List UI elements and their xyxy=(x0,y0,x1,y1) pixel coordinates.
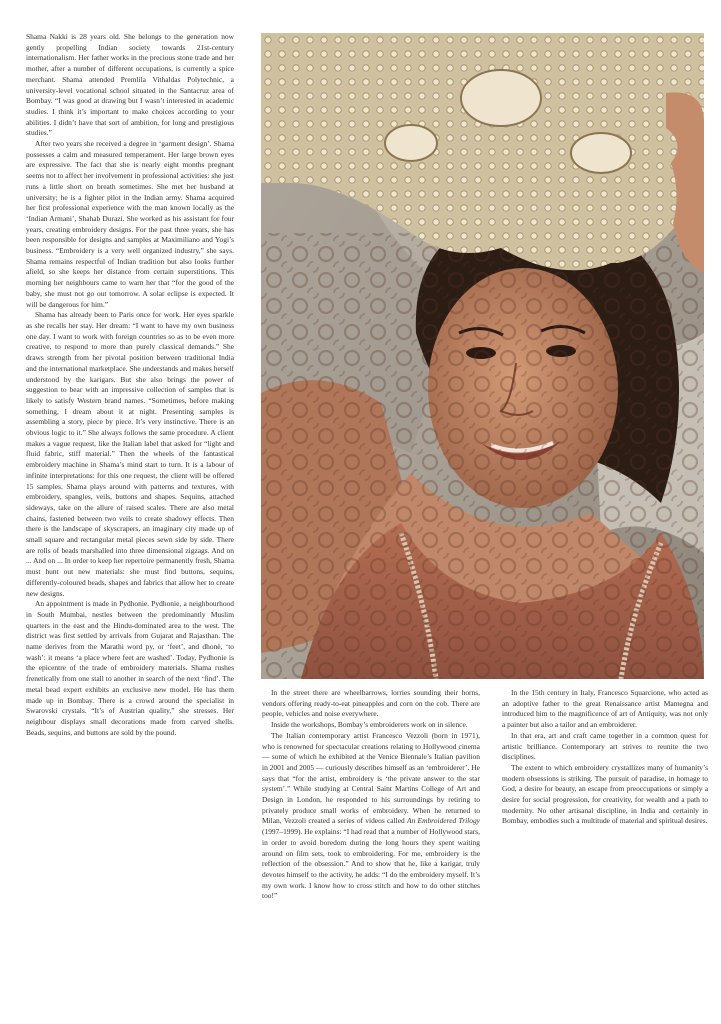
paragraph-text: The Italian contemporary artist Francesco Vezzoli (born in 1971), who is renowned for spectacular creations relating to Hollywood cinema — some of which he exhibited at the Venice Biennale’s Italian pavilion in 2001 and 2005 — curiously describes himself as an ‘embroiderer’. He says that “for the artist, embroidery is ‘the private answer to the star system’.” While studying at Central Saint Martins College of Art and Design in London, he responded to his surroundings by retiring to privately produce small works of embroidery. When he returned to Milan, Vezzoli created a series of videos called xyxy=(262,730,480,826)
article-column-left xyxy=(26,32,234,738)
paragraph: An appointment is made in Pydhonie. Pydhonie, a neighbourhood in South Mumbai, nestles between the predominantly Muslim quarters in the east and the Hindu-dominated area to the west. The district was first settled by arrivals from Gujarat and Rajasthan. The name derives from the Marathi word py, or ‘feet’, and dhonè, ‘to wash’: it means ‘a place where feet are washed’. Today, Pydhonie is the epicentre of the trade of embroidery materials. Shama rushes frenetically from one stall to another in search of the next ‘find’. The metal bead expert exhibits an exclusive new model. He has them made up in Bombay. There is a crowd around the specialist in Swarovski crystals. “It’s of Austrian quality,” she stresses. Her neighbour displays small decorations made from carved shells. Beads, sequins, and buttons are sold by the pound. xyxy=(26,599,234,737)
paragraph: In that era, art and craft came together in a common quest for artistic brilliance. Contemporary art strives to reunite the two disciplines. xyxy=(502,730,708,762)
paragraph: After two years she received a degree in ‘garment design’. Shama possesses a calm and measured temperament. Her large brown eyes are expressive. The fact that she is nearly eight months pregnant seems not to affect her involvement in professional activities: she just runs a little short on breath sometimes. She met her husband at university; he is a fighter pilot in the Indian army. Shama acquired her first professional experience with the man known locally as the ‘Indian Armani’, Shahab Durazi. She worked as his assistant for four years, creating embroidery designs. For the past three years, she has been responsible for designs and samples at Maximiliano and Yogi’s business. “Embroidery is a very well organized industry,” she says. Shama remains respectful of Indian tradition but also looks further afield, so she keeps her distance from certain superstitions. This morning her neighbours came to warn her that “for the good of the baby, she must not go out tomorrow. A solar eclipse is expected. It will be dangerous for him.” xyxy=(26,139,234,309)
paragraph-text: (1997–1999). He explains: “I had read that a number of Hollywood stars, in order to avoid boredom during the long hours they spent waiting around on film sets, took to embroidering. For me, embroidery is the reflection of the obsession.” And to show that he, like a karigar, truly devotes himself to the activity, he adds: “I do the embroidery myself. It’s my own work. I know how to cross stitch and how to do other stitches too!” xyxy=(262,827,480,901)
paragraph: Shama has already been to Paris once for work. Her eyes sparkle as she recalls her stay. Her dream: “I want to have my own business one day. I want to work with foreign countries so as to be even more creative, to respond to more than purely classical demands.” She draws strength from her pivotal position between traditional India and the international marketplace. She understands and makes herself understood by the karigars. But she also brings the power of suggestion to bear with an impressive collection of samples that is likely to satisfy Western brand names. “Sometimes, before making something, I dream about it at night. Presenting samples is assembling a story, piece by piece. It’s very instinctive. There is an obvious logic to it.” She always follows the same procedure. A client makes a vague request, like the Italian label that asked for “light and fluid fabric, stiff material.” Then the wheels of the fantastical embroidery machine in Shama’s mind start to turn. It is a labour of infinite interpretations: for this one request, the client will be offered 15 samples. Shama plays around with patterns and textures, with embroidery, spangles, veils, buttons and shapes. Sequins, attached sideways, take on the allure of raised scales. There are also metal chains, fastened between two veils to create shadowy effects. Then there is the landscape of skyscrapers, an imaginary city made up of small square and rectangular metal pieces sewn side by side. There are rolls of beads marshalled into three dimensional zigzags. And on ... And on ... In order to keep her repertoire permanently fresh, Shama must hunt out new materials: she must find buttons, sequins, differently-coloured beads, shapes and fabrics that allow her to create new designs. xyxy=(26,310,234,598)
artwork-title: An Embroidered Trilogy xyxy=(407,816,480,826)
portrait-photo xyxy=(261,33,704,679)
paragraph: Shama Nakki is 28 years old. She belongs to the generation now gently propelling Indian society towards 21st-century internationalism. Her father works in the precious stone trade and her mother, after a number of different occupations, is currently a spice merchant. Shama attended Premlila Vithaldas Polytechnic, a university-level vocational school situated in the Santacruz area of Bombay. “I was good at drawing but I wasn’t interested in academic studies. I think it’s important to make choices according to your abilities. I didn’t have that sort of ambition, for long and prestigious studies.” xyxy=(26,32,234,138)
paragraph xyxy=(262,731,480,902)
paragraph: In the street there are wheelbarrows, lorries sounding their horns, vendors offering ready-to-eat pineapples and corn on the cob. There are people, vehicles and noise everywhere. xyxy=(262,688,480,719)
paragraph: In the 15th century in Italy, Francesco Squarcione, who acted as an adoptive father to the great Renaissance artist Mantegna and introduced him to the magnificence of art of Antiquity, was not only a painter but also a tailor and an embroiderer. xyxy=(502,688,708,730)
article-column-right xyxy=(502,688,708,827)
paragraph: Inside the workshops, Bombay’s embroiderers work on in silence. xyxy=(271,720,468,730)
article-column-middle xyxy=(262,688,480,902)
portrait-image xyxy=(261,33,704,679)
paragraph: The extent to which embroidery crystallizes many of humanity’s modern obsessions is striking. The pursuit of paradise, in homage to God, a desire for beauty, an escape from preoccupations or simply a desire for social progression, for creativity, for wealth and a path to modernity. No other artisanal discipline, in India and certainly in Bombay, embodies such a multitude of material and spiritual desires. xyxy=(502,762,708,826)
